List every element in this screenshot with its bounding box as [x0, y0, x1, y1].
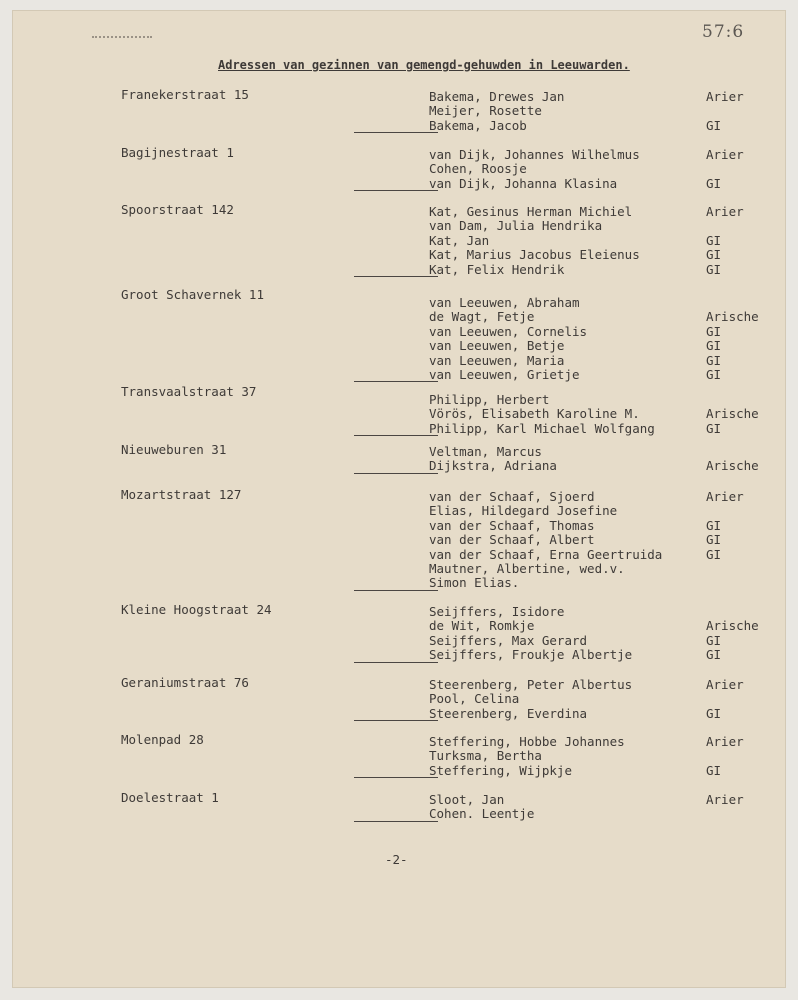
member-name: Steerenberg, Everdina: [429, 705, 588, 721]
member-name: van der Schaaf, Erna Geertruida: [429, 546, 663, 562]
family-separator-line: [354, 473, 438, 474]
member-name: Bakema, Drewes Jan: [429, 89, 565, 104]
family-separator-line: [354, 777, 438, 778]
member-name: Turksma, Bertha: [429, 748, 542, 764]
member-status: GI: [706, 705, 722, 721]
member-name: Cohen. Leentje: [429, 806, 535, 822]
member-status: GI: [706, 517, 722, 533]
member-name: van Dijk, Johanna Klasina: [429, 175, 618, 191]
member-status: GI: [706, 247, 722, 263]
member-status: Arier: [706, 677, 744, 692]
member-status: Arische: [706, 406, 759, 422]
member-status: Arier: [706, 89, 744, 104]
member-status: GI: [706, 117, 722, 133]
family-separator-line: [354, 276, 438, 277]
member-name: Philipp, Karl Michael Wolfgang: [429, 420, 655, 436]
family-separator-line: [354, 662, 438, 663]
member-name: van der Schaaf, Sjoerd: [429, 489, 595, 504]
member-status: GI: [706, 232, 722, 248]
member-name: Steerenberg, Peter Albertus: [429, 677, 633, 692]
member-status: GI: [706, 420, 722, 436]
family-address: Molenpad 28: [121, 732, 204, 747]
family-address: Mozartstraat 127: [121, 487, 242, 502]
corner-note: 57:6: [702, 22, 745, 42]
family-separator-line: [354, 381, 438, 382]
member-status: GI: [706, 352, 722, 368]
member-name: van der Schaaf, Thomas: [429, 517, 595, 533]
family-separator-line: [354, 590, 438, 591]
member-name: Mautner, Albertine, wed.v.: [429, 561, 625, 576]
family-address: Franekerstraat 15: [121, 87, 249, 102]
member-name: Pool, Celina: [429, 691, 520, 707]
family-separator-line: [354, 720, 438, 721]
family-address: Bagijnestraat 1: [121, 145, 234, 160]
member-name: Seijffers, Isidore: [429, 604, 565, 619]
member-name: van Leeuwen, Maria: [429, 352, 565, 368]
family-separator-line: [354, 821, 438, 822]
member-status: Arische: [706, 458, 759, 474]
member-name: Veltman, Marcus: [429, 444, 542, 459]
member-name: Sloot, Jan: [429, 792, 505, 807]
member-name: Kat, Felix Hendrik: [429, 261, 565, 277]
member-name: Kat, Jan: [429, 232, 490, 248]
member-name: van Dam, Julia Hendrika: [429, 218, 603, 234]
member-name: Seijffers, Max Gerard: [429, 632, 588, 648]
margin-mark: [92, 36, 152, 38]
member-name: van Dijk, Johannes Wilhelmus: [429, 147, 640, 162]
family-address: Nieuweburen 31: [121, 442, 227, 457]
member-name: Cohen, Roosje: [429, 161, 527, 177]
member-name: van Leeuwen, Grietje: [429, 367, 580, 382]
member-name: van Leeuwen, Abraham: [429, 295, 580, 310]
family-address: Doelestraat 1: [121, 790, 219, 805]
member-name: van der Schaaf, Albert: [429, 532, 595, 548]
member-status: Arische: [706, 309, 759, 325]
member-name: Dijkstra, Adriana: [429, 458, 557, 474]
member-status: GI: [706, 338, 722, 354]
member-name: van Leeuwen, Betje: [429, 338, 565, 354]
family-address: Kleine Hoogstraat 24: [121, 602, 272, 617]
member-status: GI: [706, 367, 722, 382]
member-name: Steffering, Hobbe Johannes: [429, 734, 625, 749]
family-address: Geraniumstraat 76: [121, 675, 249, 690]
member-name: Steffering, Wijpkje: [429, 762, 572, 778]
family-separator-line: [354, 132, 438, 133]
member-name: Simon Elias.: [429, 575, 520, 591]
member-status: Arier: [706, 147, 744, 162]
family-address: Spoorstraat 142: [121, 202, 234, 217]
member-status: GI: [706, 632, 722, 648]
member-name: Meijer, Rosette: [429, 103, 542, 119]
member-status: GI: [706, 647, 722, 663]
member-name: Philipp, Herbert: [429, 392, 550, 407]
family-separator-line: [354, 190, 438, 191]
member-status: GI: [706, 532, 722, 548]
member-status: Arier: [706, 204, 744, 219]
member-status: Arische: [706, 618, 759, 634]
member-status: GI: [706, 261, 722, 277]
member-name: de Wit, Romkje: [429, 618, 535, 634]
member-name: de Wagt, Fetje: [429, 309, 535, 325]
member-status: GI: [706, 546, 722, 562]
family-separator-line: [354, 435, 438, 436]
member-name: Kat, Gesinus Herman Michiel: [429, 204, 633, 219]
member-name: Elias, Hildegard Josefine: [429, 503, 618, 519]
member-status: GI: [706, 323, 722, 339]
page-number: -2-: [385, 852, 408, 867]
member-status: Arier: [706, 734, 744, 749]
member-name: Vörös, Elisabeth Karoline M.: [429, 406, 640, 422]
page-title: Adressen van gezinnen van gemengd-gehuwden in Leeuwarden.: [218, 58, 630, 72]
family-address: Groot Schavernek 11: [121, 287, 264, 302]
member-status: Arier: [706, 792, 744, 807]
member-name: Kat, Marius Jacobus Eleienus: [429, 247, 640, 263]
member-name: Seijffers, Froukje Albertje: [429, 647, 633, 663]
member-status: Arier: [706, 489, 744, 504]
member-status: GI: [706, 762, 722, 778]
member-name: Bakema, Jacob: [429, 117, 527, 133]
member-status: GI: [706, 175, 722, 191]
member-name: van Leeuwen, Cornelis: [429, 323, 588, 339]
family-address: Transvaalstraat 37: [121, 384, 257, 399]
